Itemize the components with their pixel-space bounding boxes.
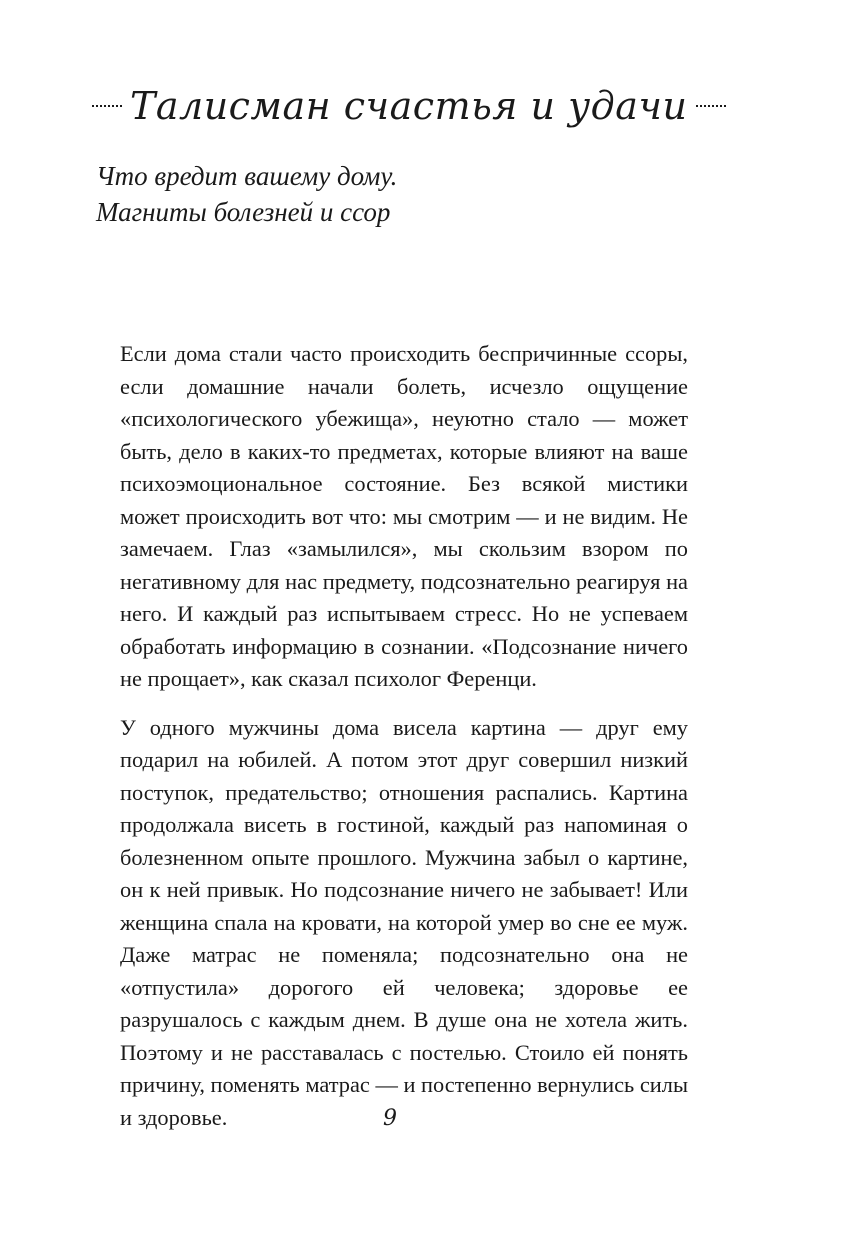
page-number: 9 — [383, 1106, 397, 1131]
chapter-title-line-1: Что вредит вашему дому. — [96, 161, 398, 191]
paragraph-1: Если дома стали часто происходить беспричинные ссоры, если домашние начали болеть, исчезло ощущение «психологического убежища», неуютно стало — может быть, дело в каких-то предметах, которые влияют на ваше психоэмоциональное состояние. Без всякой мистики может происходить вот что: мы смотрим — и не видим. Не замечаем. Глаз «замылился», мы скользим взором по негативному для нас предмету, подсознательно реагируя на него. И каждый раз испытываем стресс. Но не успеваем обработать информацию в сознании. «Подсознание ничего не прощает», как сказал психолог Ференци. — [120, 341, 688, 691]
chapter-title — [96, 158, 696, 230]
header-title: Талисман счастья и удачи — [130, 84, 688, 128]
body-text — [120, 338, 688, 1134]
paragraph-2: У одного мужчины дома висела картина — друг ему подарил на юбилей. А потом этот друг совершил низкий поступок, предательство; отношения распались. Картина продолжала висеть в гостиной, каждый раз напоминая о болезненном опыте прошлого. Мужчина забыл о картине, он к ней привык. Но подсознание ничего не забывает! Или женщина спала на кровати, на которой умер во сне ее муж. Даже матрас не поменяла; подсознательно она не «отпустила» дорогого ей человека; здоровье ее разрушалось с каждым днем. В душе она не хотела жить. Поэтому и не расставалась с постелью. Стоило ей понять причину, поменять матрас — и постепенно вернулись силы и здоровье. — [120, 714, 688, 1130]
chapter-title-line-2: Магниты болезней и ссор — [96, 197, 391, 227]
header-dotted-rule-left — [92, 105, 122, 107]
running-header — [92, 78, 688, 134]
header-dotted-rule-right — [696, 105, 726, 107]
